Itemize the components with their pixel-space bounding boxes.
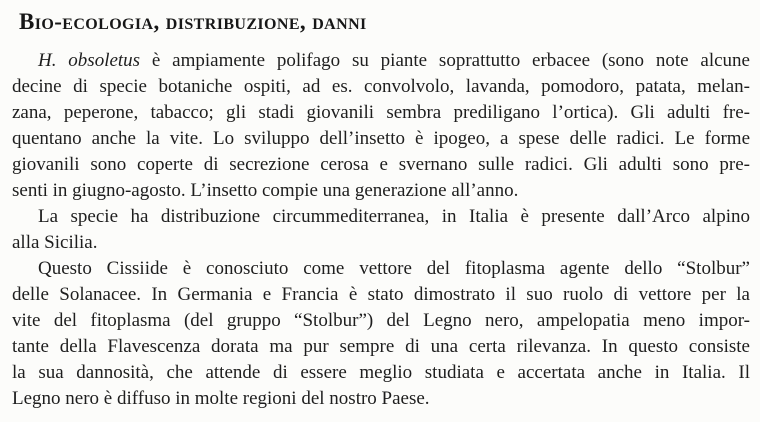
text-line: delle Solanacee. In Germania e Francia è stato dimostrato il suo ruolo di vettore per la — [12, 284, 750, 305]
text-line: quentano anche la vite. Lo sviluppo dell’insetto è ipogeo, a spese delle radici. Le forme — [12, 128, 750, 149]
text-line: tante della Flavescenza dorata ma pur sempre di una certa rilevanza. In questo consiste — [12, 336, 750, 357]
text-line — [12, 48, 750, 74]
text-line: zana, peperone, tabacco; gli stadi giovanili sembra prediligano l’ortica). Gli adulti fre- — [12, 102, 750, 123]
paragraph-damage — [12, 256, 750, 412]
section-heading: Bio-ecologia, distribuzione, danni — [19, 9, 367, 34]
text-line: La specie ha distribuzione circummediterranea, in Italia è presente dall’Arco alpino — [38, 206, 750, 227]
text-line: Questo Cissiide è conosciuto come vettore del fitoplasma agente dello “Stolbur” — [38, 258, 750, 279]
text-line: alla Sicilia. — [12, 232, 98, 253]
text-line: giovanili sono coperte di secrezione cerosa e svernano sulle radici. Gli adulti sono pre- — [12, 154, 750, 175]
body-text — [12, 48, 750, 412]
text-line: la sua dannosità, che attende di essere meglio studiata e accertata anche in Italia. Il — [12, 362, 750, 383]
species-name: H. obsoletus — [38, 50, 141, 71]
text-line: Legno nero è diffuso in molte regioni del nostro Paese. — [12, 388, 430, 409]
text-line: senti in giugno-agosto. L’insetto compie una generazione all’anno. — [12, 180, 519, 201]
paragraph-distribution — [12, 204, 750, 256]
text-segment: è ampiamente polifago su piante soprattutto erbacee (sono note alcune — [140, 50, 750, 71]
text-line: vite del fitoplasma (del gruppo “Stolbur”) del Legno nero, ampelopatia meno impor- — [12, 310, 750, 331]
paragraph-bioecology — [12, 48, 750, 204]
text-line: decine di specie botaniche ospiti, ad es. convolvolo, lavanda, pomodoro, patata, melan- — [12, 76, 750, 97]
